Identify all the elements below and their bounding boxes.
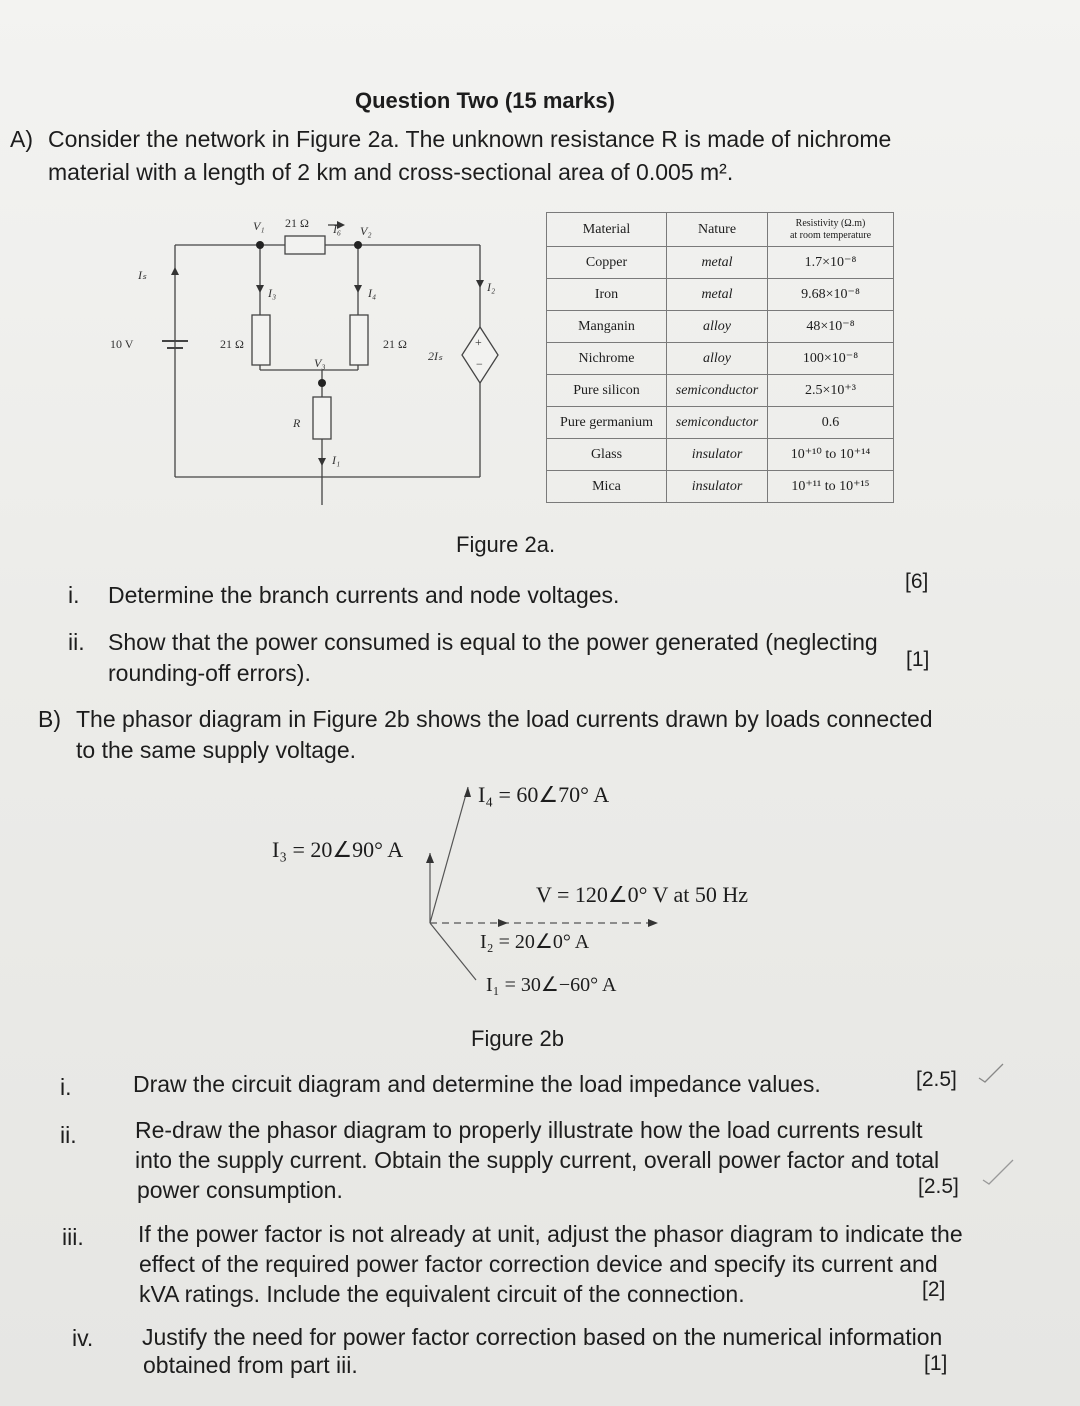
q-a-i-marks: [6] xyxy=(905,570,929,593)
table-row xyxy=(547,471,894,503)
q-b-iii-line1: If the power factor is not already at unit, adjust the phasor diagram to indicate the xyxy=(138,1221,963,1247)
q-b-iv-num: iv. xyxy=(72,1325,94,1351)
q-a-i-text: Determine the branch currents and node voltages. xyxy=(108,582,620,608)
table-cell-nature: alloy xyxy=(667,343,768,375)
q-b-ii-line2: into the supply current. Obtain the supply current, overall power factor and total xyxy=(135,1147,940,1173)
node-v1 xyxy=(256,241,264,249)
label-r-right: 21 Ω xyxy=(383,337,407,351)
label-i2: I₂ xyxy=(487,280,496,294)
q-a-ii-line1: Show that the power consumed is equal to the power generated (neglecting xyxy=(108,629,878,655)
table-cell-nature: semiconductor xyxy=(667,407,768,439)
label-i4: I₄ xyxy=(368,286,377,300)
label-r-top: 21 Ω xyxy=(285,216,309,230)
phasor-v-label: V = 120∠0° V at 50 Hz xyxy=(536,882,749,907)
table-cell-resistivity: 2.5×10⁺³ xyxy=(768,375,894,407)
table-cell-resistivity: 100×10⁻⁸ xyxy=(768,343,894,375)
label-v1: V₁ xyxy=(253,219,265,233)
table-cell-material: Mica xyxy=(547,471,667,503)
arrow-i1 xyxy=(318,458,326,466)
label-v2: V₂ xyxy=(360,224,372,238)
question-title: Question Two (15 marks) xyxy=(355,88,615,113)
table-cell-resistivity: 10⁺¹⁰ to 10⁺¹⁴ xyxy=(768,439,894,471)
phasor-i3-label: I₃ = 20∠90° A xyxy=(272,837,404,862)
arrow-i2 xyxy=(476,280,484,288)
handwritten-ticks xyxy=(975,1060,1035,1190)
q-a-i-num: i. xyxy=(68,582,80,608)
label-is: Iₛ xyxy=(138,268,147,282)
arrow-i3 xyxy=(256,285,264,293)
part-b-line1: The phasor diagram in Figure 2b shows the load currents drawn by loads connected xyxy=(76,706,933,732)
q-b-i-line1: Draw the circuit diagram and determine the load impedance values. xyxy=(133,1071,821,1097)
q-b-iv-line1: Justify the need for power factor correction based on the numerical information xyxy=(142,1324,943,1350)
table-row xyxy=(547,407,894,439)
q-b-iii-marks: [2] xyxy=(922,1278,946,1301)
resistivity-table xyxy=(546,212,894,503)
part-a-line2: material with a length of 2 km and cross-sectional area of 0.005 m². xyxy=(48,159,734,185)
table-cell-resistivity: 9.68×10⁻⁸ xyxy=(768,279,894,311)
q-b-iii-line3: kVA ratings. Include the equivalent circuit of the connection. xyxy=(139,1281,745,1307)
q-a-ii-marks: [1] xyxy=(906,648,930,671)
table-cell-nature: alloy xyxy=(667,311,768,343)
arrow-i4 xyxy=(354,285,362,293)
table-cell-material: Copper xyxy=(547,247,667,279)
part-a-line1: Consider the network in Figure 2a. The unknown resistance R is made of nichrome xyxy=(48,126,892,152)
table-row xyxy=(547,279,894,311)
node-v3 xyxy=(318,379,326,387)
table-cell-resistivity: 0.6 xyxy=(768,407,894,439)
table-cell-nature: insulator xyxy=(667,471,768,503)
table-cell-material: Iron xyxy=(547,279,667,311)
table-row xyxy=(547,439,894,471)
phasor-i2-label: I₂ = 20∠0° A xyxy=(480,931,590,953)
part-b-label: B) xyxy=(38,706,61,732)
q-b-i-marks: [2.5] xyxy=(916,1068,957,1091)
part-a-label: A) xyxy=(10,126,33,152)
label-plus: + xyxy=(475,335,482,349)
q-b-iii-num: iii. xyxy=(62,1224,84,1250)
table-cell-nature: metal xyxy=(667,279,768,311)
arrow-is xyxy=(171,267,179,275)
label-v3: V₃ xyxy=(314,356,326,370)
table-cell-material: Manganin xyxy=(547,311,667,343)
label-r: R xyxy=(293,416,301,430)
phasor-i1-label: I₁ = 30∠−60° A xyxy=(486,974,617,996)
q-b-iv-line2: obtained from part iii. xyxy=(143,1352,358,1378)
tick-mark-icon xyxy=(983,1160,1013,1184)
table-row xyxy=(547,343,894,375)
q-b-iii-line2: effect of the required power factor correction device and specify its current and xyxy=(139,1251,938,1277)
table-cell-material: Pure germanium xyxy=(547,407,667,439)
header-resistivity-line1: Resistivity (Ω.m) xyxy=(795,217,866,229)
label-r-left: 21 Ω xyxy=(220,337,244,351)
header-nature: Nature xyxy=(667,213,768,247)
figure-2b-caption: Figure 2b xyxy=(471,1026,564,1051)
q-b-ii-marks: [2.5] xyxy=(918,1175,959,1198)
q-b-ii-line3: power consumption. xyxy=(137,1177,343,1203)
q-a-ii-line2: rounding-off errors). xyxy=(108,660,311,686)
table-cell-nature: insulator xyxy=(667,439,768,471)
label-i6: I₆ xyxy=(333,222,342,236)
q-b-ii-line1: Re-draw the phasor diagram to properly illustrate how the load currents result xyxy=(135,1117,923,1143)
table-row xyxy=(547,247,894,279)
tick-mark-icon xyxy=(979,1064,1003,1082)
table-header-row xyxy=(547,213,894,247)
q-a-ii-num: ii. xyxy=(68,629,85,655)
label-i3: I₃ xyxy=(268,286,277,300)
phasor-i4-label: I₄ = 60∠70° A xyxy=(478,782,610,807)
q-b-i-num: i. xyxy=(60,1074,72,1100)
table-cell-resistivity: 10⁺¹¹ to 10⁺¹⁵ xyxy=(768,471,894,503)
phasor-i1-line xyxy=(430,923,476,980)
q-b-ii-num: ii. xyxy=(60,1122,77,1148)
table-cell-nature: metal xyxy=(667,247,768,279)
table-cell-material: Glass xyxy=(547,439,667,471)
figure-2a-caption: Figure 2a. xyxy=(456,532,556,557)
label-minus: − xyxy=(476,357,483,371)
circuit-diagram xyxy=(100,205,510,515)
label-i1: I₁ xyxy=(332,453,341,467)
phasor-i4-line xyxy=(430,787,468,923)
table-cell-material: Nichrome xyxy=(547,343,667,375)
table-cell-material: Pure silicon xyxy=(547,375,667,407)
table-cell-resistivity: 1.7×10⁻⁸ xyxy=(768,247,894,279)
label-10v: 10 V xyxy=(110,337,134,351)
node-v2 xyxy=(354,241,362,249)
header-resistivity xyxy=(768,213,894,247)
label-dep-source: 2Iₛ xyxy=(428,349,443,363)
table-cell-resistivity: 48×10⁻⁸ xyxy=(768,311,894,343)
table-cell-nature: semiconductor xyxy=(667,375,768,407)
part-b-line2: to the same supply voltage. xyxy=(76,737,356,763)
header-resistivity-line2: at room temperature xyxy=(789,229,872,241)
q-b-iv-marks: [1] xyxy=(924,1352,948,1375)
header-material: Material xyxy=(547,213,667,247)
table-row xyxy=(547,375,894,407)
table-row xyxy=(547,311,894,343)
